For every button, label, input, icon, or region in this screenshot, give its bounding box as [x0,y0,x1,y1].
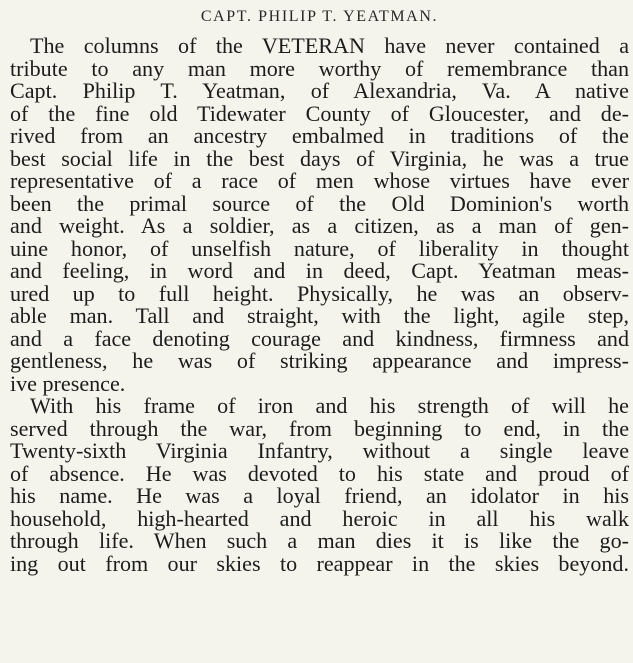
paragraph-1-line: able man. Tall and straight, with the light, agile step, [10,303,629,328]
article-body [10,35,629,575]
paragraph-1-line: uine honor, of unselfish nature, of liberality in thought [10,235,629,261]
paragraph-1-line: representative of a race of men whose virtues have ever [10,168,629,193]
paragraph-2-line: household, high-hearted and heroic in all his walk [10,505,629,531]
paragraph-2-line: through life. When such a man dies it is like the go- [10,528,629,553]
paragraph-2-line: of absence. He was devoted to his state and proud of [10,460,629,486]
paragraph-1-line: rived from an ancestry embalmed in traditions of the [10,123,629,148]
paragraph-1-line: ured up to full height. Physically, he was an observ- [10,280,629,306]
paragraph-1-line: been the primal source of the Old Dominion's worth [10,190,629,216]
paragraph-1-line: and weight. As a soldier, as a citizen, as a man of gen- [10,213,629,238]
paragraph-1-line: The columns of the VETERAN have never contained a [30,33,629,58]
article-heading: CAPT. PHILIP T. YEATMAN. [200,8,439,25]
paragraph-1-line: of the fine old Tidewater County of Gloucester, and de- [10,100,629,126]
paragraph-2-line: ing out from our skies to reappear in the skies beyond. [10,550,629,576]
paragraph-1-line: and a face denoting courage and kindness, firmness and [10,325,629,351]
paragraph-1-line: tribute to any man more worthy of remembrance than [10,55,629,81]
paragraph-2-line: his name. He was a loyal friend, an idolator in his [10,483,629,508]
paragraph-2-line: Twenty-sixth Virginia Infantry, without a single leave [10,438,629,463]
paragraph-1-line: ive presence. [10,370,126,396]
paragraph-1-line: Capt. Philip T. Yeatman, of Alexandria, Va. A native [10,78,629,103]
paragraph-1-line: and feeling, in word and in deed, Capt. Yeatman meas- [10,258,629,283]
paragraph-2-line: served through the war, from beginning to end, in the [10,415,629,441]
paragraph-1-line: best social life in the best days of Virginia, he was a true [10,145,629,171]
paragraph-1-line: gentleness, he was of striking appearance and impress- [10,348,629,373]
paragraph-2-line: With his frame of iron and his strength of will he [30,393,629,418]
